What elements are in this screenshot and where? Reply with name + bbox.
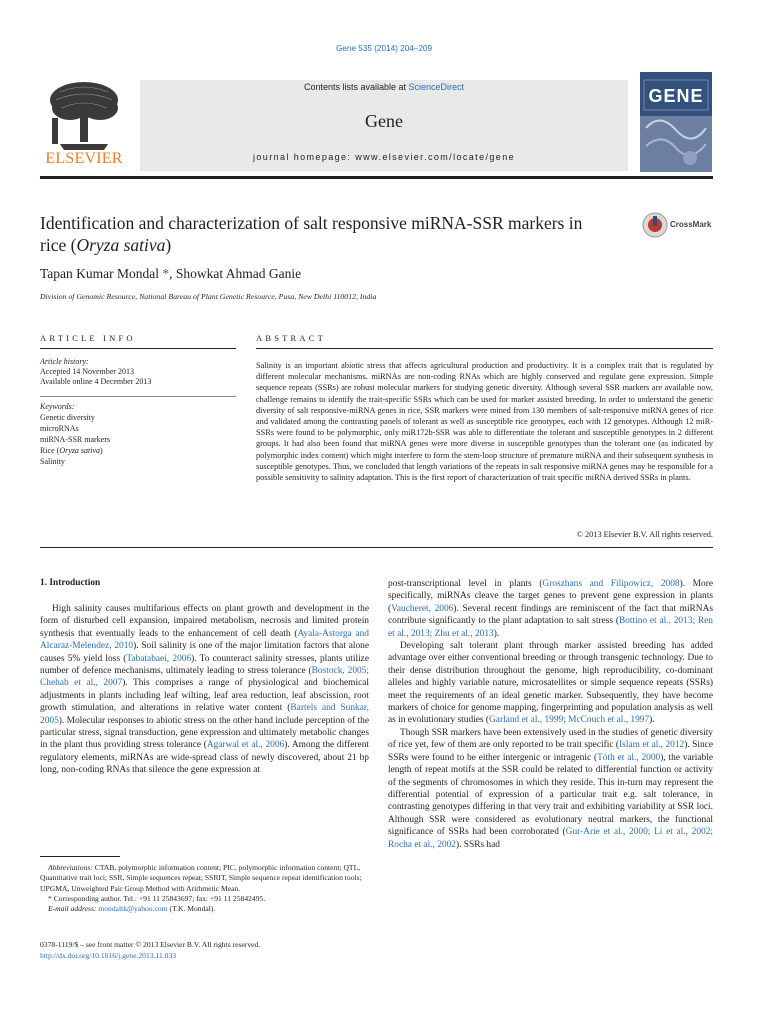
author-affiliation: Division of Genomic Resource, National Bureau of Plant Genetic Resource, Pusa, New Delhi 110012, India (40, 292, 377, 301)
article-title (40, 212, 600, 256)
body-text: ). Several recent findings are reminiscent of the fact that miRNAs contribute significantly to the plant adaptation to salt stress ( (388, 603, 713, 627)
keyword-rice-italic: Oryza sativa (59, 446, 100, 455)
body-text: High salinity causes multifarious effects on plant growth and development in the form of disturbed cell expansion, impaired metabolism, necrosis and limited protein synthesis that eventually leads to the enhancement of cell death ( (40, 604, 369, 639)
homepage-url[interactable]: www.elsevier.com/locate/gene (355, 152, 516, 162)
intro-paragraph-1-continued (388, 578, 713, 640)
footnotes (40, 863, 369, 914)
article-history-label: Article history: (40, 357, 89, 366)
keyword-item: Salinity (40, 457, 65, 466)
title-italic: Oryza sativa (76, 235, 166, 255)
body-text: ). Since SSRs were found to be either intergenic or intragenic ( (388, 740, 713, 763)
citation-link[interactable]: Gur-Arie et al., 2000; Li et al., 2002; Rocha et al., 2002 (388, 827, 713, 850)
sciencedirect-link[interactable]: ScienceDirect (408, 82, 465, 92)
author-ganie: Showkat Ahmad Ganie (175, 266, 302, 281)
keyword-rice: Rice ( (40, 446, 60, 455)
abbreviations-label: Abbreviations: (48, 863, 93, 872)
abstract-text: Salinity is an important abiotic stress that affects agricultural production and productivity. It is a complex trait that is regulated by different molecular mechanisms. miRNAs are non-coding RNAs which are highly conserved and regulate gene expression. Simple sequence repeats (SSRs) are robust molecular markers for studying genetic diversity. Although several SSR markers are available now, challenge remains to identify the trait-specific SSRs which can be used for marker assisted breeding. In order to understand the genetic diversity of salt responsive-miRNA genes in rice, SSR markers were mined from 130 members of salt-responsive miRNA genes of rice and validated among the contrasting panels of tolerant as well as susceptible rice genotypes, each with 12 genotypes. Although 12 miR-SSRs were found to be polymorphic, only miR172b-SSR was able to differentiate the tolerant and susceptible genotypes in 2 different groups. It had also been found that miRNA genes were more diverse in susceptible genotypes than the tolerant one (as indicated by polymorphic index content) which might interfere to form the stem-loop structure of premature miRNA and their subsequent synthesis in susceptible genotypes. Thus, we concluded that length variations of the repeats in salt responsive miRNA genes may be responsible for a possible sensitivity to salinity adaptation. This is the first report of characterization of trait specific miRNA derived SSRs in plants. (256, 361, 713, 483)
abbreviations-footnote (40, 863, 369, 894)
elsevier-wordmark: ELSEVIER (45, 150, 123, 167)
journal-cover-image (640, 72, 712, 172)
author-mondal: Tapan Kumar Mondal (40, 266, 160, 281)
author-list (40, 266, 301, 282)
journal-homepage-line (140, 152, 628, 162)
body-text: ). This comprises a range of physiological and biochemical adjustments in plants including leaf wilting, leaf area reduction, leaf abscission, root growth stimulation, and alterations in relative water content ( (40, 678, 369, 714)
abstract-bottom-rule (40, 547, 713, 548)
crossmark-label: CrossMark (670, 220, 712, 229)
journal-citation[interactable]: Gene 535 (2014) 204–209 (335, 44, 433, 53)
article-info-heading: ARTICLE INFO (40, 333, 136, 343)
body-text: ). Soil salinity is one of the major limitation factors that alone causes 5% yield loss ( (40, 641, 369, 664)
body-text: ). Molecular responses to abiotic stress on the other hand include perception of the particular stress, signal transduction, gene expression and ultimately metabolic changes in the plant thus providing stress tolerance ( (40, 715, 369, 751)
author-separator: , (169, 266, 176, 281)
contents-prefix: Contents lists available at (303, 82, 409, 92)
citation-link[interactable]: Islam et al., 2012 (619, 740, 685, 751)
citation-link[interactable]: Tabatabaei, 2006 (126, 653, 192, 664)
body-text: ). To counteract salinity stresses, plants utilize number of defence mechanisms, ultimately leading to stress tolerance ( (40, 653, 370, 677)
citation-link[interactable]: Garland et al., 1999; McCouch et al., 1997 (489, 715, 650, 726)
accepted-date: Accepted 14 November 2013 (40, 367, 134, 376)
homepage-prefix: journal homepage: (252, 152, 356, 162)
abbreviations-text: CTAB, polymorphic information content; PIC, polymorphic information content; QTL, Quantitative trait loci; SSR, Simple sequences repeat; SSRIT, Simple sequence repeat identification tools; UPGMA, Unweighted Pair Group Method with Arithmetic Mean. (40, 863, 362, 893)
intro-paragraph-3 (388, 727, 713, 851)
issn-line: 0378-1119/$ – see front matter © 2013 Elsevier B.V. All rights reserved. (40, 940, 261, 949)
crossmark-badge[interactable] (642, 212, 714, 238)
body-column-left (40, 603, 369, 777)
keyword-item (40, 446, 103, 456)
keyword-rice-close: ) (100, 446, 103, 455)
abstract-heading: ABSTRACT (256, 333, 326, 343)
email-suffix: (T.K. Mondal). (167, 904, 216, 914)
footnote-rule (40, 856, 120, 857)
citation-link[interactable]: Agarwal et al., 2006 (206, 740, 285, 751)
body-text: ). (493, 628, 500, 639)
header-rule (40, 176, 713, 179)
citation-link[interactable]: Vaucheret, 2006 (391, 603, 454, 614)
citation-link[interactable]: Bartels and Sunkar, 2005 (40, 703, 369, 726)
abstract-rule (256, 348, 713, 349)
title-close: ) (165, 235, 172, 255)
contents-line (140, 82, 628, 92)
email-link[interactable]: mondaltk@yahoo.com (98, 904, 168, 914)
keyword-item: microRNAs (40, 424, 79, 433)
intro-paragraph-2 (388, 640, 713, 727)
corresponding-author-mark[interactable]: * (159, 266, 170, 281)
citation-link[interactable]: Bottino et al., 2013; Ren et al., 2013; Zhu et al., 2013 (388, 616, 713, 639)
body-text: ). More specifically, miRNAs cleave the target genes to prevent gene expression in plants ( (388, 579, 713, 614)
body-text: ). Among the different regulatory elements, miRNAs are wide-spread class of newly discovered, about 21 bp long, non-coding RNAs that silence the gene expression at (40, 740, 369, 776)
keyword-item: Genetic diversity (40, 413, 95, 422)
keywords-label: Keywords: (40, 402, 75, 411)
keyword-item: miRNA-SSR markers (40, 435, 110, 444)
body-text: Though SSR markers have been extensively used in the studies of genetic diversity of rice yet, few of them are only reported to be trait specific ( (388, 727, 713, 751)
body-text: Developing salt tolerant plant through marker assisted breeding has added advantage over either conventional breeding or through transgenic technology. Due to their dense distribution throughout the genome, high reproducibility, co-dominant alleles and highly variable nature, microsatellites or simple sequence repeats (SSRs) meet the requirements of an ideal genetic marker. Subsequently, they have become markers of choice for genome mapping, fingerprinting and population analysis as well as in evolutionary studies ( (388, 641, 713, 726)
journal-name: Gene (365, 111, 403, 131)
title-text: Identification and characterization of salt responsive miRNA-SSR markers in rice ( (40, 213, 583, 255)
article-info-rule (40, 348, 236, 349)
body-text: ). (649, 715, 655, 726)
citation-link[interactable]: Bostock, 2005; Chehab et al., 2007 (40, 666, 369, 689)
doi-link[interactable]: http://dx.doi.org/10.1016/j.gene.2013.11.033 (40, 951, 177, 960)
abstract-copyright: © 2013 Elsevier B.V. All rights reserved. (576, 530, 713, 539)
corresponding-author-footnote: * Corresponding author. Tel.: +91 11 25843697; fax: +91 11 25842495. (48, 893, 266, 903)
cover-title: GENE (648, 86, 704, 106)
citation-link[interactable]: Tóth et al., 2000 (597, 752, 661, 763)
body-text: ). SSRs had (455, 839, 500, 850)
citation-link[interactable]: Groszhans and Filipowicz, 2008 (542, 579, 680, 589)
email-footnote (40, 904, 369, 914)
section-heading-introduction: 1. Introduction (40, 578, 101, 588)
online-date: Available online 4 December 2013 (40, 377, 152, 386)
citation-link[interactable]: Ayala-Astorga and Alcaraz-Melendez, 2010 (40, 628, 369, 652)
body-text: post-transcriptional level in plants ( (388, 579, 543, 589)
body-text: ), the variable length of repeat motifs at the SSR could be related to differential function or activity of the segments of chromosomes in which they reside. This in-turn may represent the differential potential of expression of a particular trait e.g. salt tolerance, in contrasting genotypes differing in that very trait and exhibiting variability at SSR loci. Although SSR were considered as evolutionary neutral markers, the functional significance of SSRs had been corroborated ( (388, 752, 714, 838)
intro-paragraph-1 (40, 603, 369, 777)
article-info-divider (40, 396, 236, 397)
crossmark-icon (642, 212, 668, 238)
body-column-right (388, 578, 713, 851)
email-label: E-mail address: (48, 904, 99, 914)
